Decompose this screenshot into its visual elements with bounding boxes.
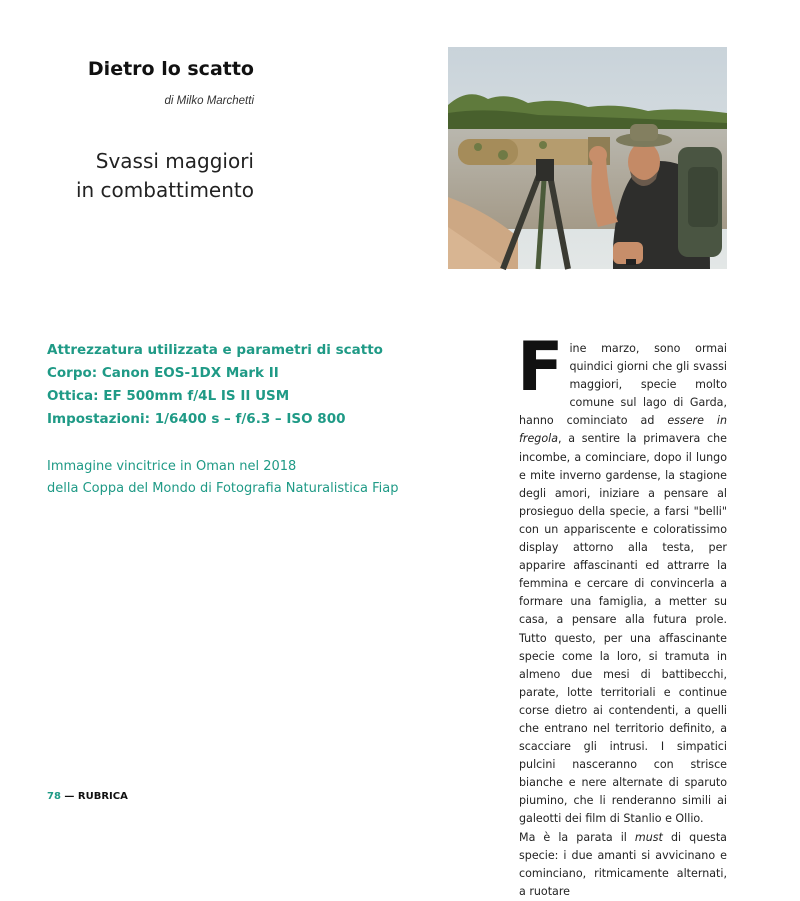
equipment-body: Corpo: Canon EOS-1DX Mark II (47, 365, 279, 381)
award-note (47, 456, 407, 500)
award-line-1: Immagine vincitrice in Oman nel 2018 (47, 459, 297, 474)
headline-line-1: Svassi maggiori (95, 149, 254, 173)
drop-cap: F (517, 328, 564, 407)
paragraph-2-text-a: Ma è la parata il (519, 830, 635, 844)
article-body (517, 328, 727, 898)
rubric-title: Dietro lo scatto (87, 58, 254, 80)
headline-line-2: in combattimento (75, 178, 254, 202)
equipment-heading: Attrezzatura utilizzata e parametri di scatto (47, 342, 383, 358)
page-footer (47, 791, 128, 802)
equipment-block (47, 339, 407, 431)
equipment-lens: Ottica: EF 500mm f/4L IS II USM (47, 388, 290, 404)
paragraph-1-emphasis: essere in fregola (519, 414, 727, 446)
paragraph-1-text-b: , a sentire la primavera che incombe, a cominciare, dopo il lungo e mite inverno gardense, la stagione degli amori, iniziare a pensare al prosieguo della specie, a farsi "belli" con un appariscente e coloratissimo display attorno alla testa, per apparire affascinanti ed attrarre la femmina e cercare di convincerla a formare una famiglia, a metter su casa, a pensare alla futura prole. Tutto questo, per una affascinante specie come la loro, si tramuta in almeno due mesi di battibecchi, parate, lotte territoriali e continue corse dietro ai contendenti, a quelli che entrano nel territorio definito, a scacciare gli intrusi. I simpatici pulcini nasceranno con strisce bianche e nere alternate di sparuto piumino, che li renderanno simili ai galeotti dei film di Stanlio e Ollio. (519, 432, 727, 826)
author-byline: di Milko Marchetti (164, 95, 254, 107)
award-line-2: della Coppa del Mondo di Fotografia Naturalistica Fiap (47, 481, 399, 496)
equipment-settings: Impostazioni: 1/6400 s – f/6.3 – ISO 800 (47, 411, 346, 427)
article-headline (0, 147, 254, 205)
paragraph-2-emphasis: must (634, 830, 663, 844)
section-label: — RUBRICA (64, 791, 128, 802)
paragraph-2-text-b: di questa specie: i due amanti si avvicinano e cominciano, ritmicamente alternati, a ruotare (519, 830, 727, 898)
page-number: 78 (47, 791, 61, 802)
article-paragraph-2 (519, 829, 727, 901)
photographer-photo (448, 47, 727, 269)
paragraph-1-text-a: ine marzo, sono ormai quindici giorni che gli svassi maggiori, specie molto comune sul lago di Garda, hanno cominciato ad (519, 342, 727, 428)
article-paragraph-1 (517, 328, 727, 829)
